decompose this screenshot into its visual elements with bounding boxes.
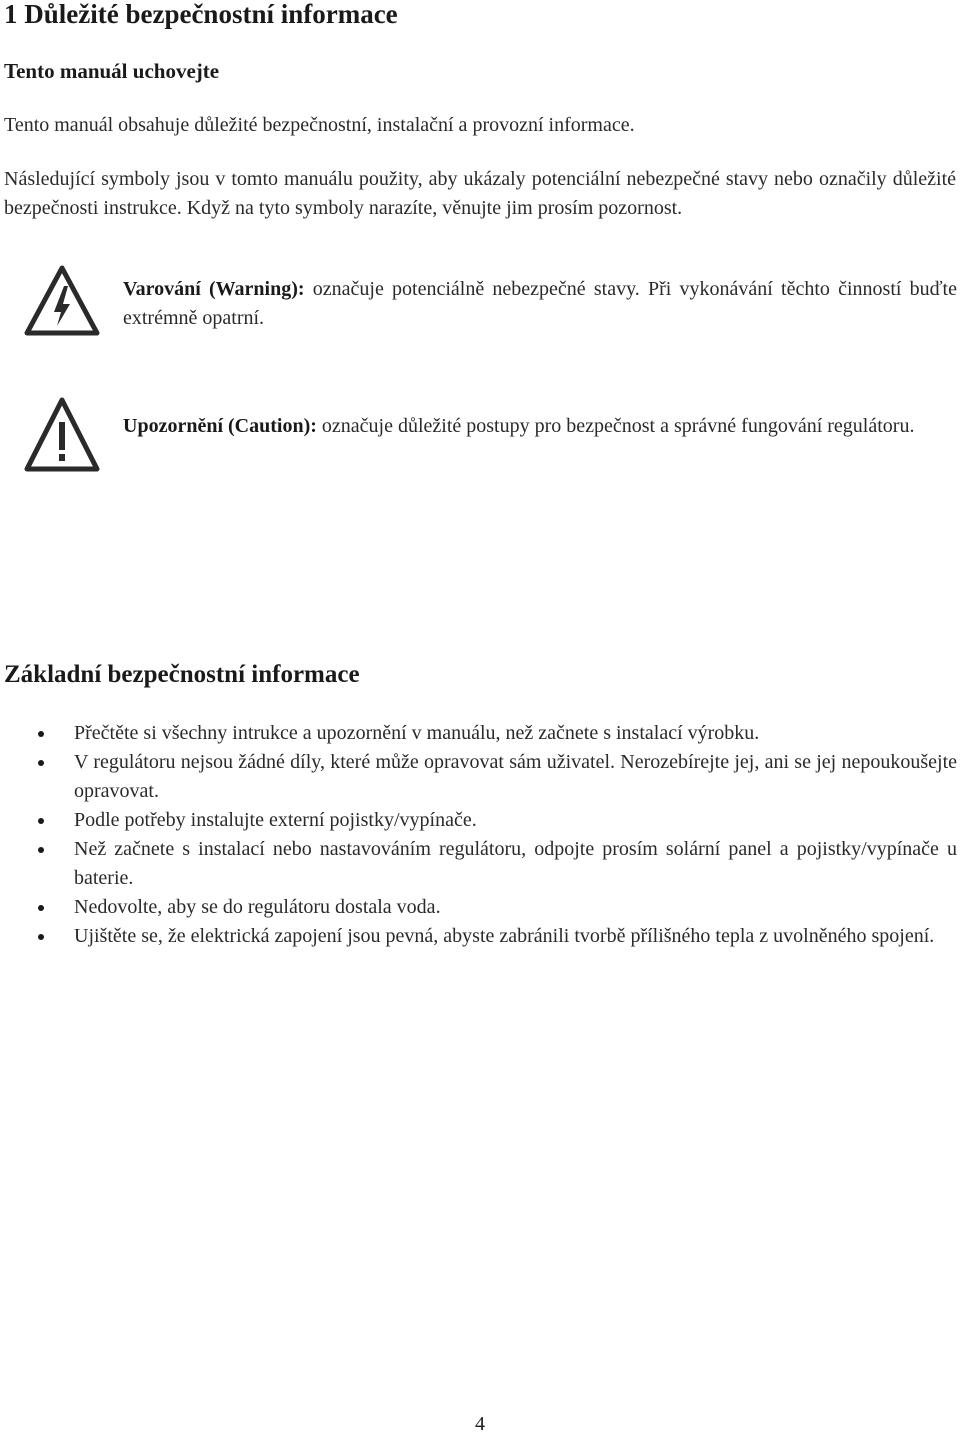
list-item: Nedovolte, aby se do regulátoru dostala voda. xyxy=(0,893,960,922)
caution-text: označuje důležité postupy pro bezpečnost a správné fungování regulátoru. xyxy=(316,415,915,437)
caution-description xyxy=(123,412,957,441)
warning-text: označuje potenciálně nebezpečné stavy. Při vykonávání těchto činností buďte extrémně opatrní. xyxy=(123,278,957,329)
bullet-icon xyxy=(38,731,44,737)
list-item: Ujištěte se, že elektrická zapojení jsou pevná, abyste zabránili tvorbě přílišného tepla z uvolněného spojení. xyxy=(0,922,960,951)
high-voltage-warning-icon xyxy=(24,264,100,343)
caution-label: Upozornění (Caution): xyxy=(123,415,317,437)
basic-safety-title: Základní bezpečnostní informace xyxy=(4,661,360,688)
page-number: 4 xyxy=(475,1413,485,1435)
intro-paragraph: Tento manuál obsahuje důležité bezpečnostní, instalační a provozní informace. xyxy=(4,114,635,136)
bullet-icon xyxy=(38,760,44,766)
bullet-icon xyxy=(38,847,44,853)
list-item: Podle potřeby instalujte externí pojistky/vypínače. xyxy=(0,806,960,835)
warning-description xyxy=(123,275,957,333)
list-item: Než začnete s instalací nebo nastavováním regulátoru, odpojte prosím solární panel a pojistky/vypínače u baterie. xyxy=(0,835,960,893)
bullet-icon xyxy=(38,905,44,911)
section-title: 1 Důležité bezpečnostní informace xyxy=(4,0,398,29)
list-item: Přečtěte si všechny intrukce a upozornění v manuálu, než začnete s instalací výrobku. xyxy=(0,719,960,748)
warning-label: Varování (Warning): xyxy=(123,278,305,300)
list-item: V regulátoru nejsou žádné díly, které může opravovat sám uživatel. Nerozebírejte jej, ani se jej nepoukoušejte opravovat. xyxy=(0,748,960,806)
symbols-paragraph: Následující symboly jsou v tomto manuálu použity, aby ukázaly potenciální nebezpečné stavy nebo označily důležité bezpečnosti instrukce. Když na tyto symboly narazíte, věnujte jim prosím pozornost. xyxy=(4,168,956,219)
bullet-icon xyxy=(38,934,44,940)
caution-exclamation-icon xyxy=(24,396,100,479)
basic-safety-list xyxy=(0,719,960,951)
subtitle: Tento manuál uchovejte xyxy=(4,59,220,83)
bullet-icon xyxy=(38,818,44,824)
